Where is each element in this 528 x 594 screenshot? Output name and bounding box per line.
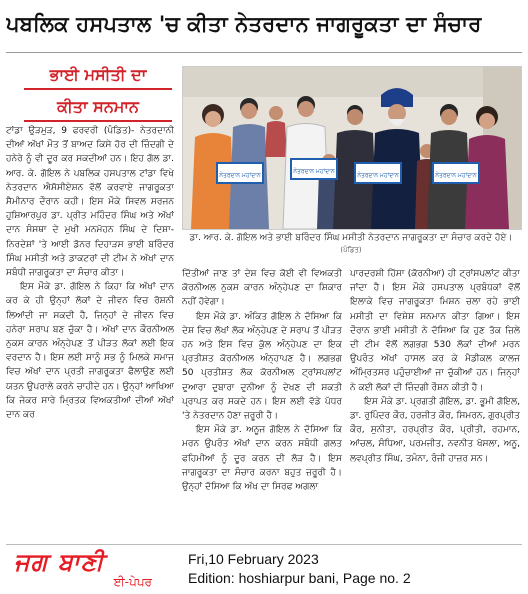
edition-date: Fri,10 February 2023 [188,551,319,567]
news-photo [182,66,522,230]
footer-rule [6,544,522,545]
photo-caption-text: ਡਾ. ਆਰ. ਕੇ. ਗੋਇਲ ਅਤੇ ਭਾਈ ਬਰਿੰਦਰ ਸਿੰਘ ਮਸੀਤੀ ਨੇਤਰਦਾਨ ਜਾਗਰੂਕਤਾ ਦਾ ਸੰਚਾਰ ਕਰਦੇ ਹੋਏ। [189,233,513,243]
subheadline-line-1: ਭਾਈ ਮਸੀਤੀ ਦਾ [24,64,172,90]
banner-text: ਨੇਤਰਦਾਨ ਮਹਾਂਦਾਨ [293,168,335,175]
photo-credit: (ਪੰਡਿਤ) [340,246,362,254]
newspaper-logo-name: ਜਗ ਬਾਣੀ [14,547,105,576]
edition-line: Edition: hoshiarpur bani, Page no. 2 [188,570,411,586]
article-paragraph: ਇਸ ਮੌਕੇ ਡਾ. ਪ੍ਰਗਤੀ ਗੋਇਲ, ਡਾ. ਭੂਮੀ ਗੋਇਲ, ਡਾ. ਰੁਪਿੰਦਰ ਕੌਰ, ਹਰਜੀਤ ਕੌਰ, ਸਿਮਰਨ, ਗੁਰਪ੍ਰੀਤ ਕੌਰ, ਸੁਨੀਤਾ, ਹਰਪ੍ਰੀਤ ਕੌਰ, ਪ੍ਰੀਤੀ, ਰਹਮਾਨ, ਆਂਚਲ, ਸੰਧਿਆ, ਪਰਮਜੀਤ, ਨਵਨੀਤ ਖੋਸਲਾ, ਅਨੂ, ਲਵਪ੍ਰੀਤ ਸਿੰਘ, ਤਮੰਨਾ, ਰੰਜੀ ਹਾਜ਼ਰ ਸਨ। [350,396,520,464]
headline: ਪਬਲਿਕ ਹਸਪਤਾਲ 'ਚ ਕੀਤਾ ਨੇਤਰਦਾਨ ਜਾਗਰੂਕਤਾ ਦਾ ਸੰਚਾਰ [6,12,482,36]
article-paragraph: ਟਾਂਡਾ ਉੜਮੁੜ, 9 ਫਰਵਰੀ (ਪੰਡਿਤ)- ਨੇਤਰਦਾਨੀ ਦੀਆਂ ਅੱਖਾਂ ਮੌਤ ਤੋਂ ਬਾਅਦ ਕਿਸੇ ਹੋਰ ਦੀ ਜ਼ਿੰਦਗੀ ਦੇ ਹਨੇਰੇ ਨੂੰ ਵੀ ਦੂਰ ਕਰ ਸਕਦੀਆਂ ਹਨ। ਇਹ ਗੱਲ ਡਾ. ਆਰ. ਕੇ. ਗੋਇਲ ਨੇ ਪਬਲਿਕ ਹਸਪਤਾਲ ਟਾਂਡਾ ਵਿਖੇ ਨੇਤਰਦਾਨ ਐਸੋਸੀਏਸ਼ਨ ਵੱਲੋਂ ਕਰਵਾਏ ਜਾਗਰੂਕਤਾ ਸੈਮੀਨਾਰ ਦੌਰਾਨ ਕਹੀ। ਇਸ ਮੌਕੇ ਸਿਵਲ ਸਰਜਨ ਹੁਸ਼ਿਆਰਪੁਰ ਡਾ. ਪ੍ਰੀਤ ਮਹਿੰਦਰ ਸਿੰਘ ਅਤੇ ਅੱਖਾਂ ਦਾਨ ਸੰਸਥਾ ਦੇ ਮੁਖੀ ਮਨਮੋਹਨ ਸਿੰਘ ਦੇ ਦਿਸ਼ਾ-ਨਿਰਦੇਸ਼ਾਂ 'ਤੇ ਆਈ ਡੋਨਰ ਦਿਹਾੜਸ ਭਾਈ ਬਰਿੰਦਰ ਸਿੰਘ ਮਸੀਤੀ ਅਤੇ ਡਾਕਟਰਾਂ ਦੀ ਟੀਮ ਨੇ ਅੱਖਾਂ ਦਾਨ ਸਬੰਧੀ ਜਾਗਰੂਕਤਾ ਦਾ ਸੰਚਾਰ ਕੀਤਾ। [6,126,174,279]
banner-text: ਨੇਤਰਦਾਨ ਮਹਾਂਦਾਨ [357,172,399,179]
article-paragraph: ਇਸ ਮੌਕੇ ਡਾ. ਅਨੂਜ ਗੋਇਲ ਨੇ ਦੱਸਿਆ ਕਿ ਮਰਨ ਉਪਰੰਤ ਅੱਖਾਂ ਦਾਨ ਕਰਨ ਸਬੰਧੀ ਗਲਤ ਫਹਿਮੀਆਂ ਨੂੰ ਦੂਰ ਕਰਨ ਦੀ ਲੋੜ ਹੈ। ਇਸ ਜਾਗਰੂਕਤਾ ਦਾ ਸੰਚਾਰ ਕਰਨਾ ਬਹੁਤ ਜ਼ਰੂਰੀ ਹੈ। ਉਨ੍ਹਾਂ ਦੱਸਿਆ ਕਿ ਅੱਖ ਦਾ ਸਿਰਫ ਅਗਲਾ [182,425,342,493]
newspaper-logo-subtitle: ਈ-ਪੇਪਰ [113,575,152,589]
banner-text: ਨੇਤਰਦਾਨ ਮਹਾਂਦਾਨ [435,172,477,179]
photo-caption [186,232,516,256]
headline-rule [6,52,522,53]
article-paragraph: ਇਸ ਮੌਕੇ ਡਾ. ਗੋਇਲ ਨੇ ਕਿਹਾ ਕਿ ਅੱਖਾਂ ਦਾਨ ਕਰ ਕੇ ਹੀ ਉਨ੍ਹਾਂ ਲੋਕਾਂ ਦੇ ਜੀਵਨ ਵਿਚ ਰੋਸ਼ਨੀ ਲਿਆਂਦੀ ਜਾ ਸਕਦੀ ਹੈ, ਜਿਨ੍ਹਾਂ ਦੇ ਜੀਵਨ ਵਿਚ ਹਨੇਰਾ ਸਰਾਪ ਬਣ ਚੁੱਕਾ ਹੈ। ਅੱਖਾਂ ਦਾਨ ਕੌਰਨੀਅਲ ਨੁਕਸ ਕਾਰਨ ਅੰਨ੍ਹੇਪਣ ਤੋਂ ਪੀੜਤ ਲੋਕਾਂ ਲਈ ਇਕ ਵਰਦਾਨ ਹੈ। ਇਸ ਲਈ ਸਾਨੂੰ ਸਭ ਨੂੰ ਮਿਲਕੇ ਸਮਾਜ ਵਿਚ ਅੱਖਾਂ ਦਾਨ ਪ੍ਰਤੀ ਜਾਗਰੂਕਤਾ ਫੈਲਾਉਣ ਲਈ ਯਤਨ ਉਪਰਾਲੇ ਕਰਨੇ ਚਾਹੀਦੇ ਹਨ। ਉਨ੍ਹਾਂ ਆਖਿਆ ਕਿ ਜੇਕਰ ਸਾਰੇ ਮ੍ਰਿਤਕ ਵਿਅਕਤੀਆਂ ਦੀਆਂ ਅੱਖਾਂ ਦਾਨ ਕਰ [6,282,174,421]
subheadline [24,64,172,128]
article-column-2 [182,267,342,532]
subheadline-line-2: ਕੀਤਾ ਸਨਮਾਨ [24,96,172,122]
article-column-1 [6,124,174,544]
news-photo-illustration [183,67,521,229]
article-column-3 [350,267,520,532]
article-paragraph: ਪਾਰਦਰਸ਼ੀ ਹਿੱਸਾ (ਕੋਰਨੀਆ) ਹੀ ਟ੍ਰਾਂਸਪਲਾਂਟ ਕੀਤਾ ਜਾਂਦਾ ਹੈ। ਇਸ ਮੌਕੇ ਹਸਪਤਾਲ ਪ੍ਰਬੰਧਕਾਂ ਵੱਲੋਂ ਇਲਾਕੇ ਵਿਚ ਜਾਗਰੂਕਤਾ ਮਿਸ਼ਨ ਚਲਾ ਰਹੇ ਭਾਈ ਮਸੀਤੀ ਦਾ ਵਿਸ਼ੇਸ਼ ਸਨਮਾਨ ਕੀਤਾ ਗਿਆ। ਇਸ ਦੌਰਾਨ ਭਾਈ ਮਸੀਤੀ ਨੇ ਦੱਸਿਆ ਕਿ ਹੁਣ ਤੱਕ ਜ਼ਿਲੇ ਦੀ ਟੀਮ ਵੱਲੋਂ ਲਗਭਗ 530 ਲੋਕਾਂ ਦੀਆਂ ਮਰਨ ਉਪਰੰਤ ਅੱਖਾਂ ਹਾਸਲ ਕਰ ਕੇ ਮੈਡੀਕਲ ਕਾਲਜ ਅੰਮ੍ਰਿਤਸਰ ਪਹੁੰਚਾਈਆਂ ਜਾ ਚੁੱਕੀਆਂ ਹਨ। ਜਿਨ੍ਹਾਂ ਨੇ ਕਈ ਲੋਕਾਂ ਦੀ ਜ਼ਿੰਦਗੀ ਰੌਸ਼ਨ ਕੀਤੀ ਹੈ। [350,269,520,393]
banner-text: ਨੇਤਰਦਾਨ ਮਹਾਂਦਾਨ [219,172,261,179]
article-paragraph: ਇਸ ਮੌਕੇ ਡਾ. ਅੰਕਿਤ ਗੋਇਲ ਨੇ ਦੱਸਿਆ ਕਿ ਦੇਸ਼ ਵਿਚ ਲੱਖਾਂ ਲੋਕ ਅੰਨ੍ਹੇਪਣ ਦੇ ਸਰਾਪ ਤੋਂ ਪੀੜਤ ਹਨ ਅਤੇ ਇਸ ਵਿਚ ਕੁੱਲ ਅੰਨ੍ਹੇਪਣ ਦਾ ਇਕ ਪ੍ਰਤੀਸ਼ਤ ਕੋਰਨੀਅਲ ਅੰਨ੍ਹਾਪਣ ਹੈ। ਲਗਭਗ 50 ਪ੍ਰਤੀਸ਼ਤ ਲੋਕ ਕੋਰਨੀਅਲ ਟ੍ਰਾਂਸਪਲਾਂਟ ਦੁਆਰਾ ਦੁਬਾਰਾ ਦੁਨੀਆ ਨੂੰ ਦੇਖਣ ਦੀ ਸ਼ਕਤੀ ਪ੍ਰਾਪਤ ਕਰ ਸਕਦੇ ਹਨ। ਇਸ ਲਈ ਵੱਡੇ ਪੱਧਰ 'ਤੇ ਨੇਤਰਦਾਨ ਹੋਣਾ ਜ਼ਰੂਰੀ ਹੈ। [182,311,342,422]
edition-info [188,550,411,588]
newspaper-logo [14,547,164,590]
article-paragraph: ਦਿੱਤੀਆਂ ਜਾਣ ਤਾਂ ਦੇਸ਼ ਵਿਚ ਕੋਈ ਵੀ ਵਿਅਕਤੀ ਕੋਰਨੀਅਲ ਨੁਕਸ ਕਾਰਨ ਅੰਨ੍ਹੇਪਣ ਦਾ ਸ਼ਿਕਾਰ ਨਹੀਂ ਹੋਵੇਗਾ। [182,269,342,308]
